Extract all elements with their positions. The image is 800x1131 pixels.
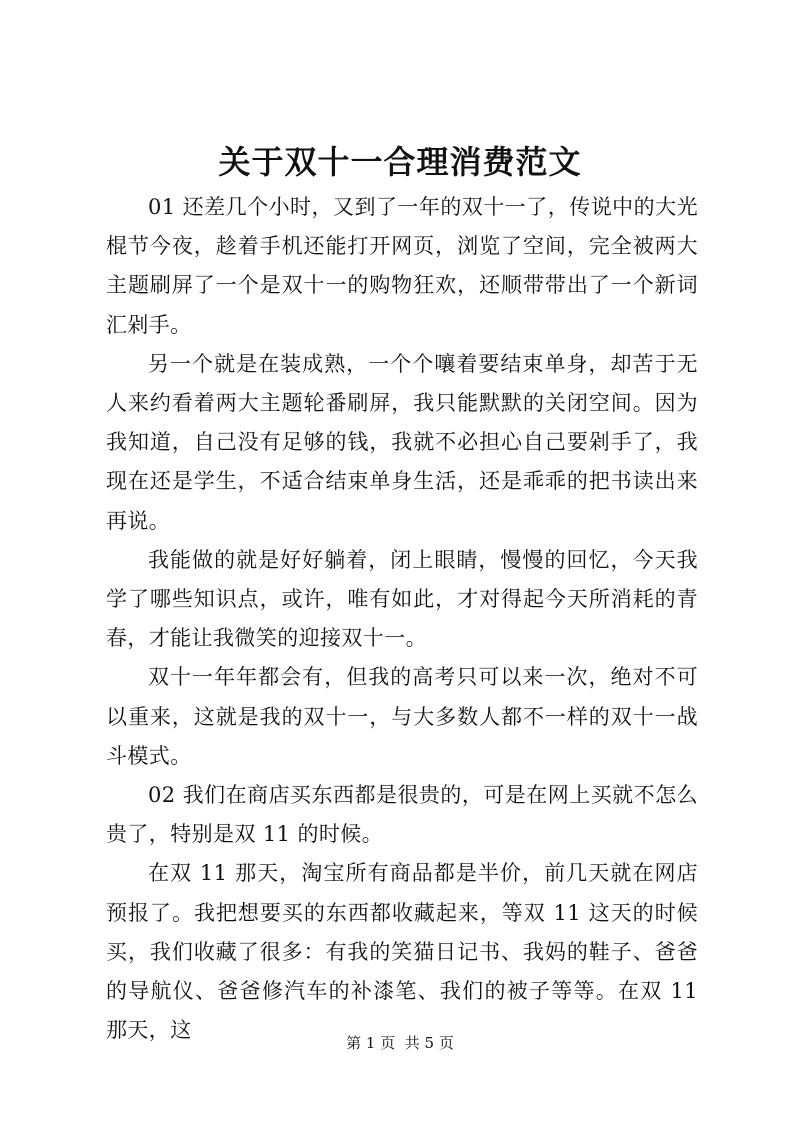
paragraph: 02 我们在商店买东西都是很贵的，可是在网上买就不怎么贵了，特别是双 11 的时候。	[106, 783, 698, 847]
page-number: 第 1 页	[346, 1034, 396, 1052]
paragraph: 我能做的就是好好躺着，闭上眼睛，慢慢的回忆，今天我学了哪些知识点，或许，唯有如此，才对得起今天所消耗的青春，才能让我微笑的迎接双十一。	[106, 547, 698, 651]
page-footer	[0, 1033, 800, 1053]
paragraph: 在双 11 那天，淘宝所有商品都是半价，前几天就在网店预报了。我把想要买的东西都收藏起来，等双 11 这天的时候买，我们收藏了很多：有我的笑猫日记书、我妈的鞋子、爸爸的导航仪、爸爸修汽车的补漆笔、我们的被子等等。在双 11 那天，这	[106, 861, 698, 1043]
document-body	[106, 188, 698, 1050]
page-total: 共 5 页	[404, 1034, 454, 1052]
paragraph: 双十一年年都会有，但我的高考只可以来一次，绝对不可以重来，这就是我的双十一，与大多数人都不一样的双十一战斗模式。	[106, 665, 698, 768]
paragraph: 01 还差几个小时，又到了一年的双十一了，传说中的大光棍节今夜，趁着手机还能打开网页，浏览了空间，完全被两大主题刷屏了一个是双十一的购物狂欢，还顺带带出了一个新词汇剁手。	[106, 195, 698, 337]
document-title: 关于双十一合理消费范文	[218, 143, 582, 181]
paragraph: 另一个就是在装成熟，一个个嚷着要结束单身，却苦于无人来约看着两大主题轮番刷屏，我只能默默的关闭空间。因为我知道，自己没有足够的钱，我就不必担心自己要剁手了，我现在还是学生，不适合结束单身生活，还是乖乖的把书读出来再说。	[106, 351, 698, 533]
